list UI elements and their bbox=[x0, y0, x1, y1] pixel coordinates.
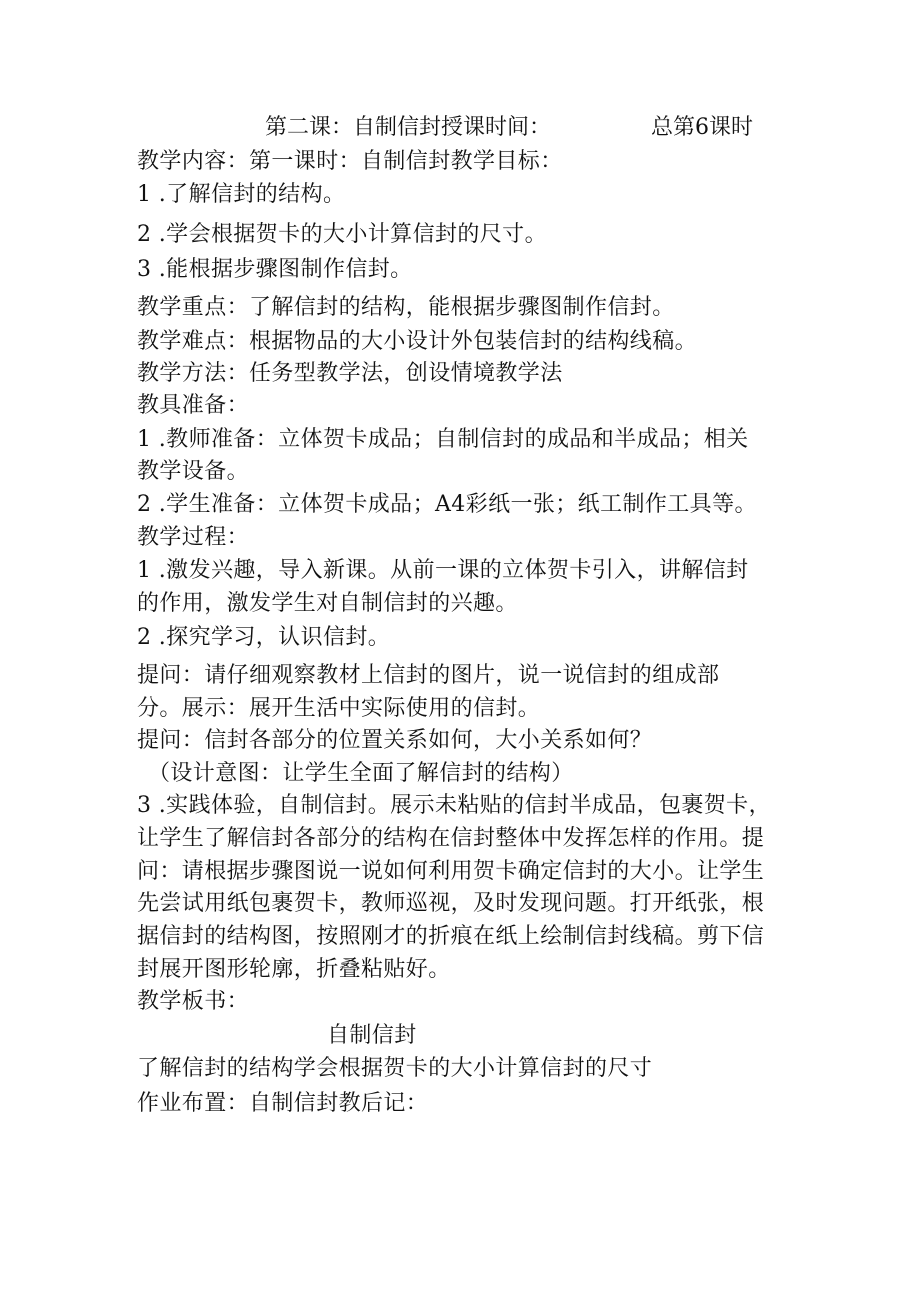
board-heading: 教学板书： bbox=[137, 989, 250, 1014]
question-1: 提问：请仔细观察教材上信封的图片，说一说信封的组成部 bbox=[137, 663, 720, 688]
board-content: 了解信封的结构学会根据贺卡的大小计算信封的尺寸 bbox=[137, 1056, 653, 1081]
teaching-method: 教学方法：任务型教学法，创设情境教学法 bbox=[137, 361, 563, 386]
process-step-3-line-3: 问：请根据步骤图说一说如何利用贺卡确定信封的大小。让学生 bbox=[137, 859, 765, 884]
process-step-2: 2 .探究学习，认识信封。 bbox=[137, 625, 391, 650]
objective-2: 2 .学会根据贺卡的大小计算信封的尺寸。 bbox=[137, 222, 547, 247]
objective-3: 3 .能根据步骤图制作信封。 bbox=[137, 257, 413, 282]
student-materials: 2 .学生准备：立体贺卡成品；A4彩纸一张；纸工制作工具等。 bbox=[137, 492, 757, 517]
process-step-3-line-6: 封展开图形轮廓，折叠粘贴好。 bbox=[137, 957, 451, 982]
process-step-1: 1 .激发兴趣，导入新课。从前一课的立体贺卡引入，讲解信封 bbox=[137, 558, 749, 583]
board-title: 自制信封 bbox=[327, 1023, 417, 1048]
process-step-3-line-5: 据信封的结构图，按照刚才的折痕在纸上绘制信封线稿。剪下信 bbox=[137, 924, 765, 949]
design-intent: （设计意图：让学生全面了解信封的结构） bbox=[148, 761, 574, 786]
lesson-period: 总第6课时 bbox=[651, 115, 753, 140]
materials-heading: 教具准备： bbox=[137, 393, 250, 418]
objective-1: 1 .了解信封的结构。 bbox=[137, 182, 346, 207]
question-2: 提问：信封各部分的位置关系如何，大小关系如何？ bbox=[137, 728, 653, 753]
lesson-title: 第二课：自制信封授课时间： bbox=[265, 115, 552, 140]
process-step-3: 3 .实践体验，自制信封。展示未粘贴的信封半成品，包裹贺卡， bbox=[137, 793, 771, 818]
teaching-content: 教学内容：第一课时：自制信封教学目标： bbox=[137, 149, 563, 174]
teaching-focus: 教学重点：了解信封的结构，能根据步骤图制作信封。 bbox=[137, 295, 675, 320]
process-heading: 教学过程： bbox=[137, 525, 250, 550]
teacher-materials-cont: 教学设备。 bbox=[137, 459, 250, 484]
process-step-1-cont: 的作用，激发学生对自制信封的兴趣。 bbox=[137, 591, 518, 616]
question-1-cont: 分。展示：展开生活中实际使用的信封。 bbox=[137, 696, 541, 721]
process-step-3-line-2: 让学生了解信封各部分的结构在信封整体中发挥怎样的作用。提 bbox=[137, 826, 765, 851]
teaching-difficulty: 教学难点：根据物品的大小设计外包装信封的结构线稿。 bbox=[137, 329, 698, 354]
teacher-materials: 1 .教师准备：立体贺卡成品；自制信封的成品和半成品；相关 bbox=[137, 427, 749, 452]
homework: 作业布置：自制信封教后记： bbox=[137, 1091, 429, 1116]
process-step-3-line-4: 先尝试用纸包裹贺卡，教师巡视，及时发现问题。打开纸张，根 bbox=[137, 891, 765, 916]
